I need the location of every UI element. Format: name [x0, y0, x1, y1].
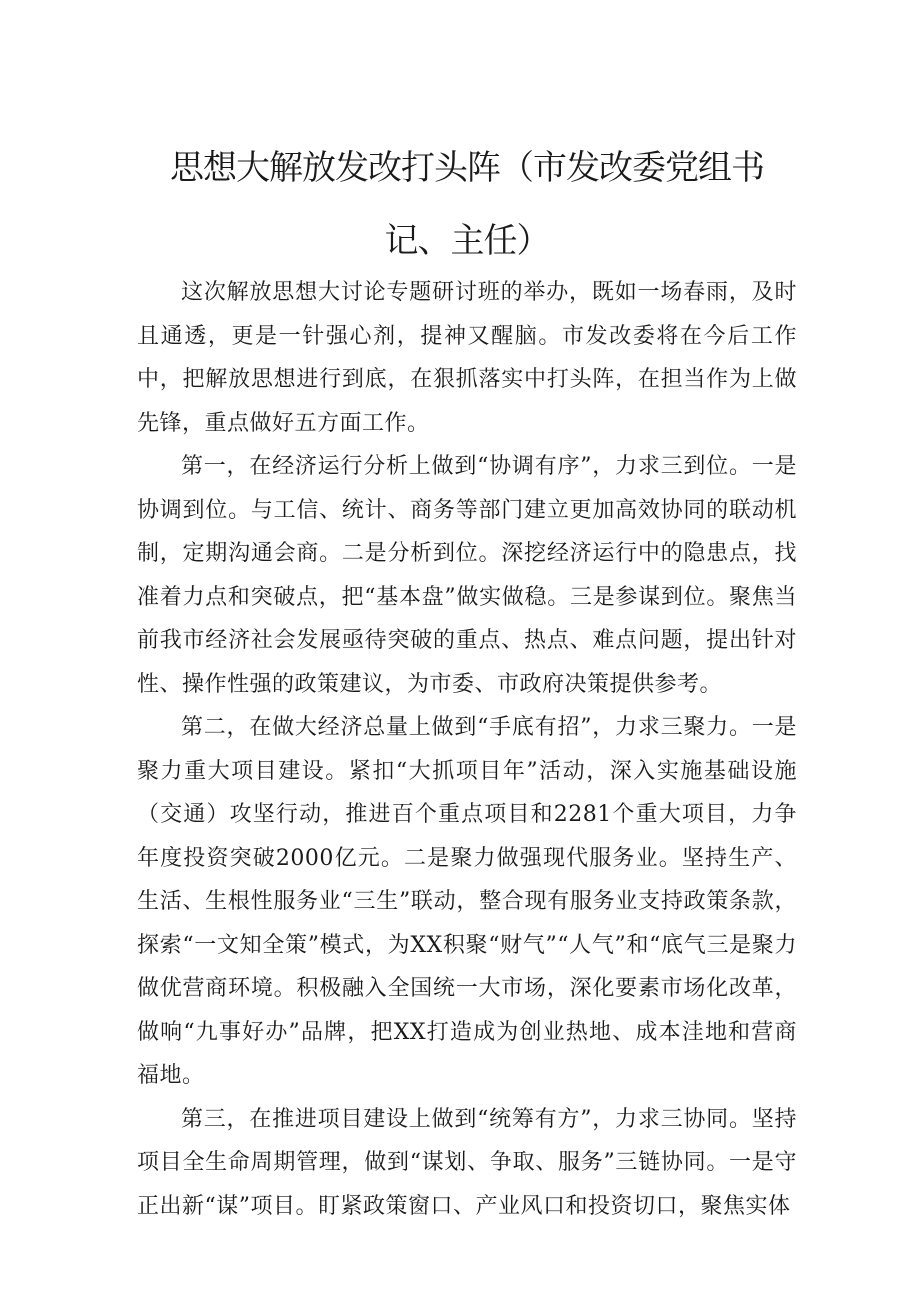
paragraph-third: 第三，在推进项目建设上做到“统筹有方”，力求三协同。坚持项目全生命周期管理，做到“谋划、争取、服务”三链协同。一是守正出新“谋”项目。盯紧政策窗口、产业风口和投资切口，聚焦实体 [137, 1106, 797, 1219]
paragraph-first: 第一，在经济运行分析上做到“协调有序”，力求三到位。一是协调到位。与工信、统计、商务等部门建立更加高效协同的联动机制，定期沟通会商。二是分析到位。深挖经济运行中的隐患点，找准着力点和突破点，把“基本盘”做实做稳。三是参谋到位。聚焦当前我市经济社会发展亟待突破的重点、热点、难点问题，提出针对性、操作性强的政策建议，为市委、市政府决策提供参考。 [137, 454, 797, 697]
document-body [137, 271, 797, 1228]
document-title-line2: 记、主任） [384, 221, 550, 261]
document-title-line1: 思想大解放发改打头阵（市发改委党组书 [170, 148, 764, 188]
paragraph-intro: 这次解放思想大讨论专题研讨班的举办，既如一场春雨，及时且通透，更是一针强心剂，提神又醒脑。市发改委将在今后工作中，把解放思想进行到底，在狠抓落实中打头阵，在担当作为上做先锋，重点做好五方面工作。 [137, 280, 797, 436]
paragraph-second: 第二，在做大经济总量上做到“手底有招”，力求三聚力。一是聚力重大项目建设。紧扣“大抓项目年”活动，深入实施基础设施（交通）攻坚行动，推进百个重点项目和2281个重大项目，力争年度投资突破2000亿元。二是聚力做强现代服务业。坚持生产、生活、生根性服务业“三生”联动，整合现有服务业支持政策条款，探索“一文知全策”模式，为XX积聚“财气”“人气”和“底气三是聚力做优营商环境。积极融入全国统一大市场，深化要素市场化改革，做响“九事好办”品牌，把XX打造成为创业热地、成本洼地和营商福地。 [137, 715, 797, 1088]
